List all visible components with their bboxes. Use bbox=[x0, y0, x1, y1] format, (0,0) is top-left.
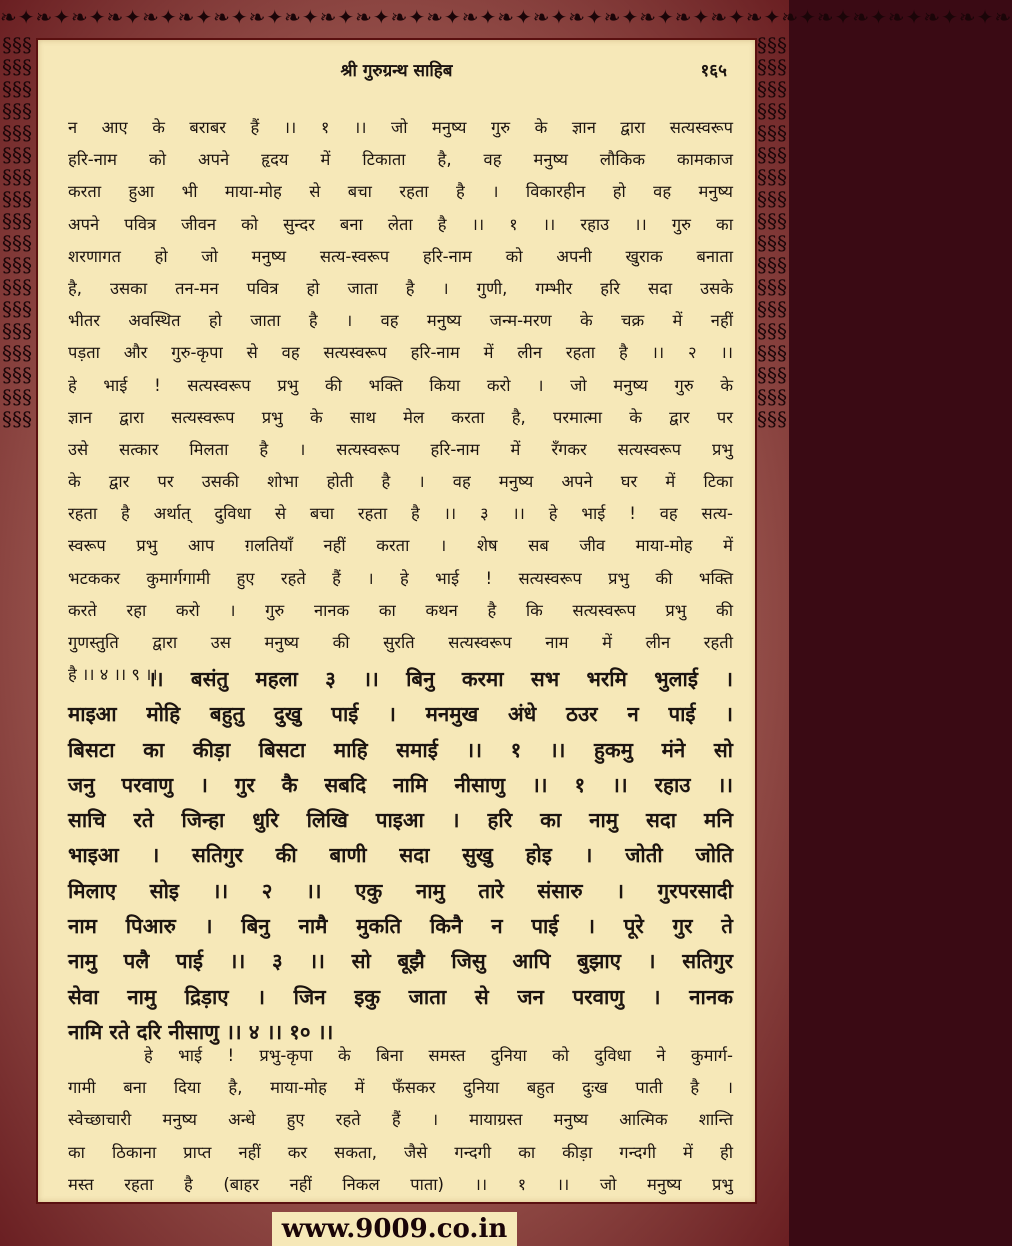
text-line: ज्ञान द्वारा सत्यस्वरूप प्रभु के साथ मेल करता है, परमात्मा के द्वार पर bbox=[68, 407, 733, 427]
left-ornament-border: §§§§§§§§§§§§§§§§§§§§§§§§§§§§§§§§§§§§§§§§§§§§§§§§§§§§§§ bbox=[2, 33, 32, 431]
verse-line: नामु पलै पाई ।। ३ ।। सो बूझै जिसु आपि बुझाए । सतिगुर bbox=[68, 949, 733, 974]
text-line: है, उसका तन-मन पवित्र हो जाता है । गुणी, गम्भीर हरि सदा उसके bbox=[68, 278, 733, 298]
text-line: करता हुआ भी माया-मोह से बचा रहता है । विकारहीन हो वह मनुष्य bbox=[68, 182, 733, 202]
verse-line: साचि रते जिन्हा धुरि लिखि पाइआ । हरि का नामु सदा मनि bbox=[68, 808, 733, 833]
text-line: भटककर कुमार्गगामी हुए रहते हैं । हे भाई ! सत्यस्वरूप प्रभु की भक्ति bbox=[68, 568, 733, 588]
gurbani-verse bbox=[38, 662, 755, 1050]
translation-paragraph-2 bbox=[38, 1040, 755, 1201]
verse-line: सेवा नामु द्रिड़ाए । जिन इकु जाता से जन परवाणु । नानक bbox=[68, 984, 733, 1009]
verse-line: माइआ मोहि बहुतु दुखु पाई । मनमुख अंधे ठउर न पाई । bbox=[68, 702, 733, 727]
right-ornament-border: §§§§§§§§§§§§§§§§§§§§§§§§§§§§§§§§§§§§§§§§§§§§§§§§§§§§§§ bbox=[757, 33, 787, 431]
watermark-text: www.9009.co.in bbox=[272, 1212, 518, 1246]
text-line: गामी बना दिया है, माया-मोह में फँसकर दुनिया बहुत दुःख पाती है । bbox=[68, 1078, 733, 1098]
text-line: हे भाई ! प्रभु-कृपा के बिना समस्त दुनिया को दुविधा ने कुमार्ग- bbox=[144, 1046, 733, 1065]
text-line: गुणस्तुति द्वारा उस मनुष्य की सुरति सत्यस्वरूप नाम में लीन रहती bbox=[68, 633, 733, 652]
text-line: न आए के बराबर हैं ।। १ ।। जो मनुष्य गुरु के ज्ञान द्वारा सत्यस्वरूप bbox=[68, 118, 733, 137]
text-line: अपने पवित्र जीवन को सुन्दर बना लेता है ।। १ ।। रहाउ ।। गुरु का bbox=[68, 214, 733, 234]
verse-line: नाम पिआरु । बिनु नामै मुकति किनै न पाई । पूरे गुर ते bbox=[68, 914, 733, 939]
website-watermark bbox=[0, 1212, 789, 1246]
scripture-page bbox=[36, 38, 757, 1204]
verse-line: बिसटा का कीड़ा बिसटा माहि समाई ।। १ ।। हुकमु मंने सो bbox=[68, 737, 733, 762]
text-line: उसे सत्कार मिलता है । सत्यस्वरूप हरि-नाम में रँगकर सत्यस्वरूप प्रभु bbox=[68, 439, 733, 459]
text-line: पड़ता और गुरु-कृपा से वह सत्यस्वरूप हरि-नाम में लीन रहता है ।। २ ।। bbox=[68, 343, 733, 363]
text-line: है ।। ४ ।। ९ ।। bbox=[68, 665, 158, 685]
verse-line: मिलाए सोइ ।। २ ।। एकु नामु तारे संसारु । गुरपरसादी bbox=[68, 878, 733, 903]
page-header bbox=[38, 58, 755, 88]
page-number: १६५ bbox=[700, 61, 727, 81]
text-line: के द्वार पर उसकी शोभा होती है । वह मनुष्य अपने घर में टिका bbox=[68, 472, 733, 492]
text-line: स्वेच्छाचारी मनुष्य अन्धे हुए रहते हैं । मायाग्रस्त मनुष्य आत्मिक शान्ति bbox=[68, 1110, 733, 1130]
page-title: श्री गुरुग्रन्थ साहिब bbox=[340, 61, 453, 81]
translation-paragraph-1 bbox=[38, 112, 755, 691]
top-ornament-border: ❧✦❧✦❧✦❧✦❧✦❧✦❧✦❧✦❧✦❧✦❧✦❧✦❧✦❧✦❧✦❧✦❧✦❧✦❧✦❧✦❧✦❧✦❧✦❧✦❧✦❧✦❧✦❧✦❧ bbox=[0, 5, 1012, 29]
verse-line: जनु परवाणु । गुर कै सबदि नामि नीसाणु ।। १ ।। रहाउ ।। bbox=[68, 772, 733, 797]
text-line: शरणागत हो जो मनुष्य सत्य-स्वरूप हरि-नाम को अपनी खुराक बनाता bbox=[68, 246, 733, 266]
text-line: हरि-नाम को अपने हृदय में टिकाता है, वह मनुष्य लौकिक कामकाज bbox=[68, 150, 733, 170]
verse-line: नामि रते दरि नीसाणु ।। ४ ।। १० ।। bbox=[68, 1019, 334, 1044]
text-line: रहता है अर्थात् दुविधा से बचा रहता है ।। ३ ।। हे भाई ! वह सत्य- bbox=[68, 504, 733, 524]
text-line: भीतर अवस्थित हो जाता है । वह मनुष्य जन्म-मरण के चक्र में नहीं bbox=[68, 311, 733, 331]
verse-line: भाइआ । सतिगुर की बाणी सदा सुखु होइ । जोती जोति bbox=[68, 843, 733, 868]
text-line: का ठिकाना प्राप्त नहीं कर सकता, जैसे गन्दगी का कीड़ा गन्दगी में ही bbox=[68, 1142, 733, 1162]
text-line: करते रहा करो । गुरु नानक का कथन है कि सत्यस्वरूप प्रभु की bbox=[68, 600, 733, 620]
text-line: स्वरूप प्रभु आप ग़लतियाँ नहीं करता । शेष सब जीव माया-मोह में bbox=[68, 536, 733, 556]
text-line: हे भाई ! सत्यस्वरूप प्रभु की भक्ति किया करो । जो मनुष्य गुरु के bbox=[68, 375, 733, 395]
text-line: मस्त रहता है (बाहर नहीं निकल पाता) ।। १ ।। जो मनुष्य प्रभु bbox=[68, 1174, 733, 1194]
verse-line: ।। बसंतु महला ३ ।। बिनु करमा सभ भरमि भुलाई । bbox=[148, 667, 733, 691]
